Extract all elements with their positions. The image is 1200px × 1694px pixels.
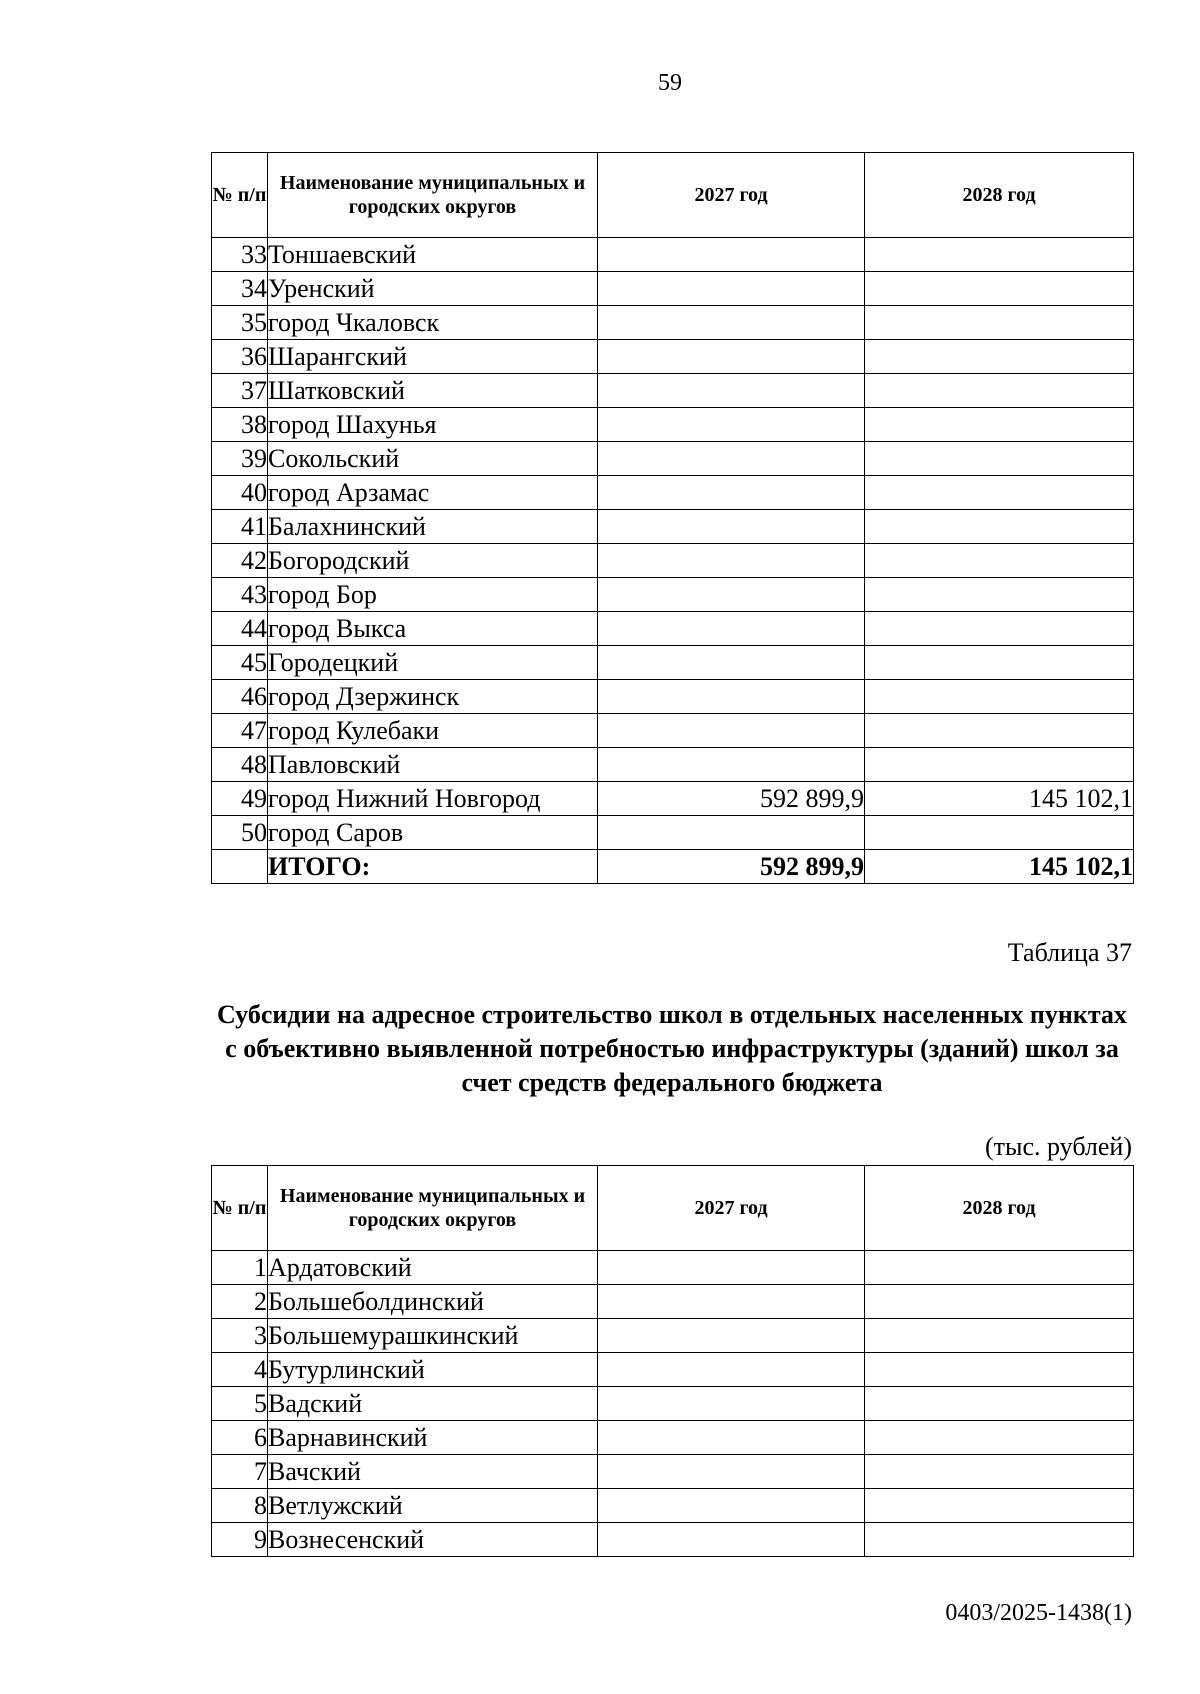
row-value-2028 <box>865 272 1134 306</box>
row-value-2027 <box>598 816 865 850</box>
total-num-cell <box>212 850 268 884</box>
row-value-2027: 592 899,9 <box>598 782 865 816</box>
row-value-2027 <box>598 442 865 476</box>
row-value-2028 <box>865 646 1134 680</box>
row-number: 34 <box>212 272 268 306</box>
row-name: Шарангский <box>268 340 598 374</box>
row-value-2028 <box>865 1387 1134 1421</box>
row-number: 46 <box>212 680 268 714</box>
row-value-2028 <box>865 816 1134 850</box>
row-value-2028 <box>865 1251 1134 1285</box>
row-name: Бутурлинский <box>268 1353 598 1387</box>
row-value-2028 <box>865 1319 1134 1353</box>
table-row <box>212 544 1134 578</box>
table-row <box>212 476 1134 510</box>
row-value-2028 <box>865 238 1134 272</box>
row-value-2028 <box>865 442 1134 476</box>
row-value-2028 <box>865 408 1134 442</box>
table-row <box>212 1489 1134 1523</box>
row-number: 38 <box>212 408 268 442</box>
header-2027: 2027 год <box>598 153 865 238</box>
total-2028: 145 102,1 <box>865 850 1134 884</box>
row-number: 43 <box>212 578 268 612</box>
table-row <box>212 1421 1134 1455</box>
table-row <box>212 442 1134 476</box>
row-number: 4 <box>212 1353 268 1387</box>
table-row <box>212 238 1134 272</box>
table-body <box>212 1251 1134 1557</box>
row-value-2028 <box>865 544 1134 578</box>
table-row <box>212 646 1134 680</box>
table-row <box>212 374 1134 408</box>
row-value-2027 <box>598 510 865 544</box>
table-row <box>212 408 1134 442</box>
row-value-2027 <box>598 1285 865 1319</box>
table-37-label: Таблица 37 <box>1007 938 1132 967</box>
row-value-2027 <box>598 1455 865 1489</box>
table-row <box>212 1523 1134 1557</box>
row-value-2027 <box>598 238 865 272</box>
table-row <box>212 510 1134 544</box>
row-name: город Саров <box>268 816 598 850</box>
row-value-2028 <box>865 340 1134 374</box>
row-name: Сокольский <box>268 442 598 476</box>
row-name: Богородский <box>268 544 598 578</box>
row-value-2027 <box>598 374 865 408</box>
header-2028: 2028 год <box>865 153 1134 238</box>
total-2027: 592 899,9 <box>598 850 865 884</box>
row-name: город Шахунья <box>268 408 598 442</box>
row-value-2028 <box>865 1489 1134 1523</box>
row-number: 6 <box>212 1421 268 1455</box>
units-label: (тыс. рублей) <box>984 1132 1132 1161</box>
row-name: Варнавинский <box>268 1421 598 1455</box>
table-37 <box>211 1165 1134 1557</box>
table-row <box>212 714 1134 748</box>
table-row <box>212 578 1134 612</box>
row-value-2028 <box>865 306 1134 340</box>
row-name: Вачский <box>268 1455 598 1489</box>
row-value-2028 <box>865 578 1134 612</box>
row-value-2028 <box>865 714 1134 748</box>
table-37-title: Субсидии на адресное строительство школ в отдельных населенных пунктах с объективно выявленной потребностью инфраструктуры (зданий) школ за счет средств федерального бюджета <box>217 1000 1127 1097</box>
header-num: № п/п <box>212 1166 268 1251</box>
row-value-2027 <box>598 544 865 578</box>
table-header-row <box>212 1166 1134 1251</box>
row-name: Тоншаевский <box>268 238 598 272</box>
row-value-2027 <box>598 1387 865 1421</box>
row-value-2028 <box>865 680 1134 714</box>
row-number: 36 <box>212 340 268 374</box>
header-name: Наименование муниципальных и городских округов <box>268 1166 598 1251</box>
row-value-2027 <box>598 1523 865 1557</box>
row-value-2027 <box>598 680 865 714</box>
row-name: город Чкаловск <box>268 306 598 340</box>
table-header-row <box>212 153 1134 238</box>
header-2028: 2028 год <box>865 1166 1134 1251</box>
table-row <box>212 272 1134 306</box>
row-number: 44 <box>212 612 268 646</box>
row-value-2027 <box>598 340 865 374</box>
table-row <box>212 306 1134 340</box>
row-number: 42 <box>212 544 268 578</box>
row-value-2028 <box>865 1455 1134 1489</box>
row-number: 35 <box>212 306 268 340</box>
row-name: город Арзамас <box>268 476 598 510</box>
row-name: город Бор <box>268 578 598 612</box>
row-number: 3 <box>212 1319 268 1353</box>
row-number: 33 <box>212 238 268 272</box>
row-number: 47 <box>212 714 268 748</box>
table-row <box>212 1319 1134 1353</box>
table-row <box>212 1455 1134 1489</box>
table-row <box>212 612 1134 646</box>
row-value-2027 <box>598 1489 865 1523</box>
row-value-2028 <box>865 1421 1134 1455</box>
row-value-2027 <box>598 646 865 680</box>
row-value-2027 <box>598 476 865 510</box>
row-value-2028 <box>865 748 1134 782</box>
row-number: 7 <box>212 1455 268 1489</box>
row-value-2028 <box>865 476 1134 510</box>
row-number: 2 <box>212 1285 268 1319</box>
row-value-2028 <box>865 1353 1134 1387</box>
row-value-2027 <box>598 1353 865 1387</box>
header-name: Наименование муниципальных и городских округов <box>268 153 598 238</box>
row-number: 49 <box>212 782 268 816</box>
header-2027: 2027 год <box>598 1166 865 1251</box>
row-value-2028 <box>865 510 1134 544</box>
row-value-2028 <box>865 374 1134 408</box>
row-name: Вознесенский <box>268 1523 598 1557</box>
row-value-2027 <box>598 272 865 306</box>
total-label: ИТОГО: <box>268 850 598 884</box>
table-row <box>212 782 1134 816</box>
row-name: город Нижний Новгород <box>268 782 598 816</box>
row-number: 40 <box>212 476 268 510</box>
row-value-2027 <box>598 1319 865 1353</box>
row-name: город Дзержинск <box>268 680 598 714</box>
row-number: 48 <box>212 748 268 782</box>
row-name: город Кулебаки <box>268 714 598 748</box>
table-row <box>212 816 1134 850</box>
row-name: Ветлужский <box>268 1489 598 1523</box>
row-name: Уренский <box>268 272 598 306</box>
row-number: 8 <box>212 1489 268 1523</box>
table-body <box>212 238 1134 850</box>
row-number: 50 <box>212 816 268 850</box>
row-value-2028 <box>865 612 1134 646</box>
row-value-2027 <box>598 578 865 612</box>
row-number: 1 <box>212 1251 268 1285</box>
header-num: № п/п <box>212 153 268 238</box>
row-number: 39 <box>212 442 268 476</box>
row-value-2028: 145 102,1 <box>865 782 1134 816</box>
row-name: Балахнинский <box>268 510 598 544</box>
row-number: 45 <box>212 646 268 680</box>
page-number: 59 <box>658 70 682 96</box>
row-name: Большемурашкинский <box>268 1319 598 1353</box>
row-value-2028 <box>865 1285 1134 1319</box>
row-number: 9 <box>212 1523 268 1557</box>
total-row <box>212 850 1134 884</box>
row-value-2028 <box>865 1523 1134 1557</box>
table-row <box>212 1353 1134 1387</box>
table-36 <box>211 152 1134 884</box>
row-name: Большеболдинский <box>268 1285 598 1319</box>
document-id: 0403/2025-1438(1) <box>945 1600 1132 1626</box>
row-number: 5 <box>212 1387 268 1421</box>
row-value-2027 <box>598 714 865 748</box>
row-name: город Выкса <box>268 612 598 646</box>
row-name: Вадский <box>268 1387 598 1421</box>
row-value-2027 <box>598 306 865 340</box>
row-value-2027 <box>598 1251 865 1285</box>
table-row <box>212 340 1134 374</box>
table-row <box>212 680 1134 714</box>
row-name: Павловский <box>268 748 598 782</box>
row-value-2027 <box>598 1421 865 1455</box>
table-row <box>212 1285 1134 1319</box>
row-number: 41 <box>212 510 268 544</box>
table-row <box>212 748 1134 782</box>
row-name: Шатковский <box>268 374 598 408</box>
row-name: Ардатовский <box>268 1251 598 1285</box>
row-number: 37 <box>212 374 268 408</box>
row-value-2027 <box>598 748 865 782</box>
row-value-2027 <box>598 612 865 646</box>
row-name: Городецкий <box>268 646 598 680</box>
table-row <box>212 1251 1134 1285</box>
row-value-2027 <box>598 408 865 442</box>
table-row <box>212 1387 1134 1421</box>
